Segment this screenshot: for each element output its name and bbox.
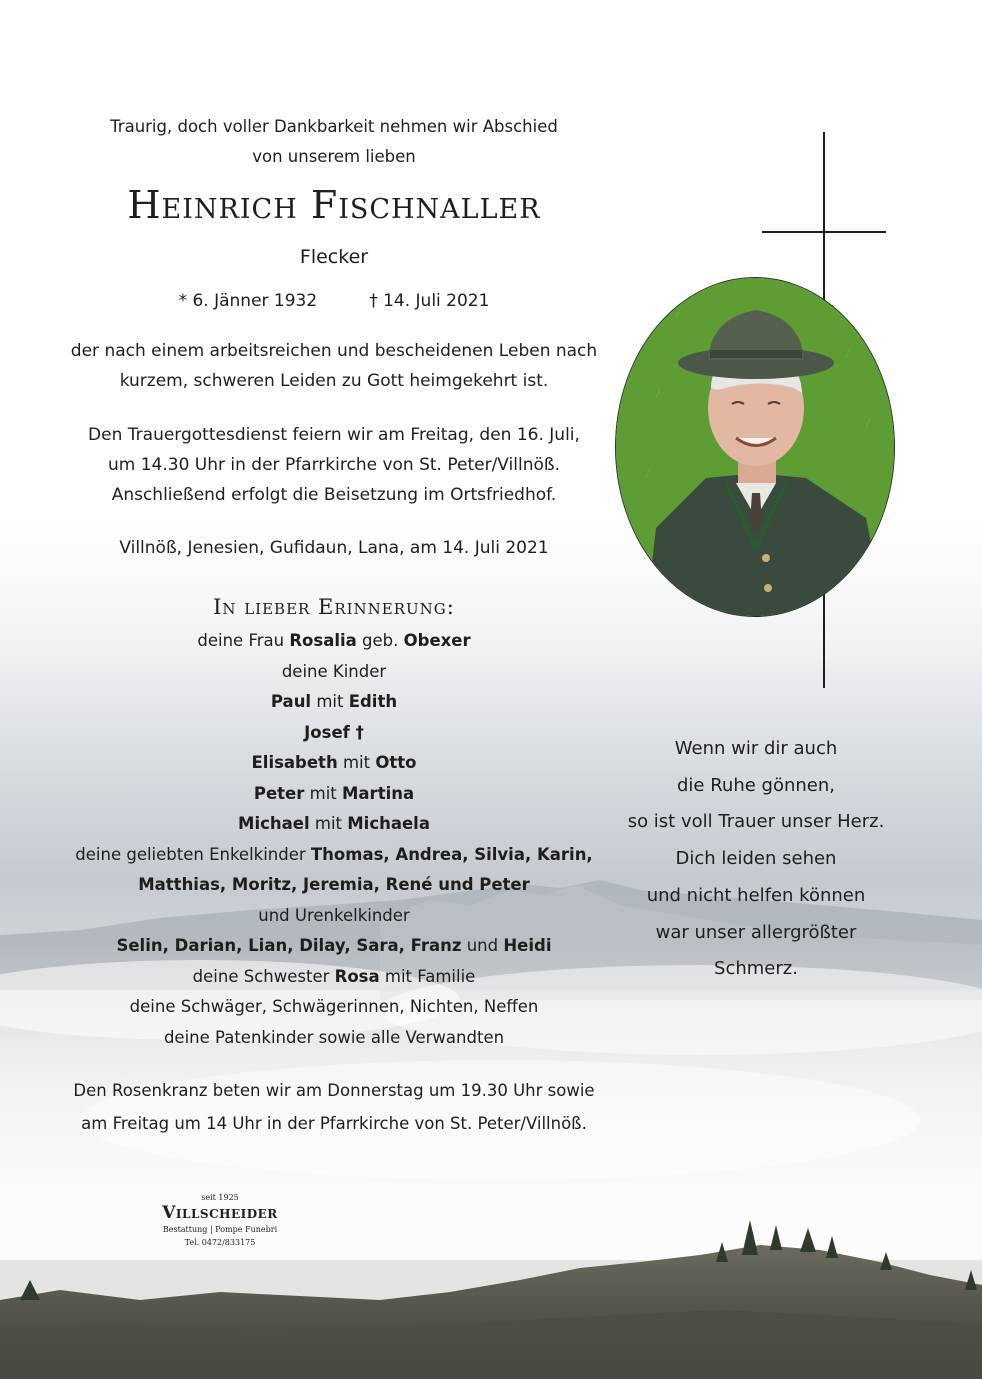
- paragraph-line: der nach einem arbeitsreichen und bescheidenen Leben nach: [70, 341, 598, 361]
- poem-line: die Ruhe gönnen,: [677, 774, 835, 796]
- place-date: [0, 533, 668, 563]
- child-entry: Michael mit Michaela: [238, 814, 430, 833]
- funeral-home-logo: [150, 1193, 290, 1249]
- poem-line: so ist voll Trauer unser Herz.: [627, 811, 885, 833]
- deceased-name: Heinrich Fischnaller: [127, 183, 541, 227]
- paragraph-line: Den Trauergottesdienst feiern wir am Freitag, den 16. Juli,: [88, 425, 580, 445]
- logo-subtitle: Bestattung | Pompe Funebri: [162, 1225, 278, 1234]
- poem-line: Wenn wir dir auch: [674, 738, 838, 759]
- service-paragraph: [0, 420, 668, 510]
- life-dates: [0, 286, 668, 316]
- paragraph-line: kurzem, schweren Leiden zu Gott heimgekehrt ist.: [119, 371, 549, 391]
- child-entry: Josef †: [304, 722, 364, 742]
- grandchildren-line-2: Matthias, Moritz, Jeremia, René und Peter: [138, 875, 530, 894]
- great-grandchildren-label: und Urenkelkinder: [258, 905, 410, 925]
- portrait-photo: [616, 278, 894, 616]
- cross-icon-bar: [762, 231, 886, 233]
- intro-text: [0, 112, 668, 172]
- family-list: [0, 626, 668, 1053]
- poem-line: und nicht helfen können: [646, 884, 866, 906]
- paragraph-line: Anschließend erfolgt die Beisetzung im Ortsfriedhof.: [111, 485, 557, 505]
- intro-line-2: von unserem lieben: [252, 147, 416, 166]
- rosary-paragraph: [0, 1074, 668, 1140]
- child-entry: Elisabeth mit Otto: [251, 753, 417, 772]
- life-paragraph: [0, 336, 668, 396]
- place-date-text: Villnöß, Jenesien, Gufidaun, Lana, am 14. Juli 2021: [119, 538, 549, 558]
- children-label: deine Kinder: [281, 661, 387, 681]
- poem-line: Dich leiden sehen: [675, 848, 837, 870]
- rosary-line: am Freitag um 14 Uhr in der Pfarrkirche von St. Peter/Villnöß.: [81, 1114, 587, 1133]
- child-entry: Paul mit Edith: [270, 692, 398, 711]
- sister-line: deine Schwester Rosa mit Familie: [192, 966, 476, 986]
- godchildren-line: deine Patenkinder sowie alle Verwandten: [163, 1027, 505, 1047]
- rosary-line: Den Rosenkranz beten wir am Donnerstag um 19.30 Uhr sowie: [73, 1081, 595, 1100]
- family-wife: deine Frau Rosalia geb. Obexer: [197, 631, 471, 650]
- poem-line: war unser allergrößter: [655, 921, 857, 943]
- death-date: † 14. Juli 2021: [369, 291, 490, 311]
- intro-line-1: Traurig, doch voller Dankbarkeit nehmen wir Abschied: [110, 117, 558, 136]
- poem: [600, 731, 912, 988]
- logo-phone: Tel. 0472/833175: [184, 1238, 256, 1247]
- great-grandchildren: Selin, Darian, Lian, Dilay, Sara, Franz und Heidi: [116, 936, 552, 955]
- logo-brand: Villscheider: [162, 1203, 278, 1223]
- inlaws-line: deine Schwäger, Schwägerinnen, Nichten, Neffen: [129, 997, 539, 1016]
- birth-date: * 6. Jänner 1932: [178, 291, 318, 311]
- child-entry: Peter mit Martina: [253, 783, 415, 803]
- nickname: Flecker: [299, 246, 369, 268]
- logo-since: seit 1925: [201, 1193, 239, 1202]
- memory-title: In lieber Erinnerung:: [213, 595, 455, 619]
- poem-line: Schmerz.: [714, 958, 798, 980]
- paragraph-line: um 14.30 Uhr in der Pfarrkirche von St. Peter/Villnöß.: [107, 455, 561, 475]
- grandchildren-line-1: deine geliebten Enkelkinder Thomas, Andrea, Silvia, Karin,: [75, 844, 593, 864]
